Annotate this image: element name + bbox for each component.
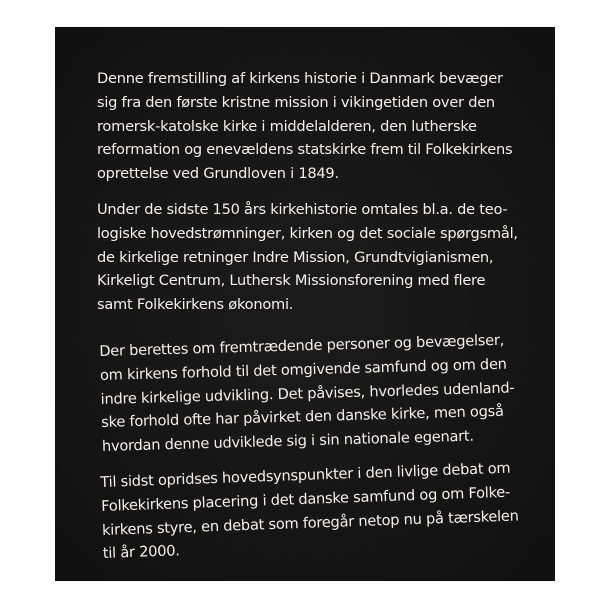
- text-line: til år 2000.: [102, 542, 180, 563]
- text-line: ske forhold ofte har påvirket den danske kirke, men også: [101, 403, 504, 432]
- text-line: Denne fremstilling af kirkens historie i Danmark bevæger: [97, 70, 503, 87]
- paragraph-intro: [97, 67, 512, 186]
- paragraph-persons: [99, 328, 516, 458]
- text-line: Under de sidste 150 års kirkehistorie omtales bl.a. de teo-: [97, 201, 508, 218]
- text-line: logiske hovedstrømninger, kirken og det sociale spørgsmål,: [97, 224, 518, 242]
- book-back-cover: [55, 27, 555, 581]
- text-line: indre kirkelige udvikling. Det påvises, hvorledes udenland-: [100, 379, 515, 408]
- text-line: Folkekirkens placering i det danske samfund og om Folke-: [100, 483, 511, 515]
- text-line: hvordan denne udviklede sig i sin nationale egenart.: [101, 427, 474, 456]
- paragraph-150-years: [97, 198, 518, 317]
- text-line: oprettelse ved Grundloven i 1849.: [97, 165, 339, 183]
- text-line: kirkens styre, en debat som foregår netop nu på tærskelen: [101, 507, 519, 539]
- text-line: om kirkens forhold til det omgivende samfund og om den: [99, 355, 507, 384]
- text-line: reformation og enevældens statskirke frem til Folkekirkens: [97, 141, 513, 159]
- paragraph-debate: [100, 456, 520, 566]
- text-line: de kirkelige retninger Indre Mission, Grundtvigianismen,: [97, 248, 494, 266]
- text-line: sig fra den første kristne mission i vikingetiden over den: [97, 93, 495, 111]
- text-line: Der berettes om fremtrædende personer og bevægelser,: [99, 331, 505, 360]
- text-line: romersk-katolske kirke i middelalderen, den lutherske: [97, 117, 477, 135]
- text-line: Til sidst opridses hovedsynspunkter i den livlige debat om: [100, 459, 511, 491]
- text-line: Kirkeligt Centrum, Luthersk Missionsforening med flere: [97, 272, 486, 290]
- text-line: samt Folkekirkens økonomi.: [97, 296, 294, 314]
